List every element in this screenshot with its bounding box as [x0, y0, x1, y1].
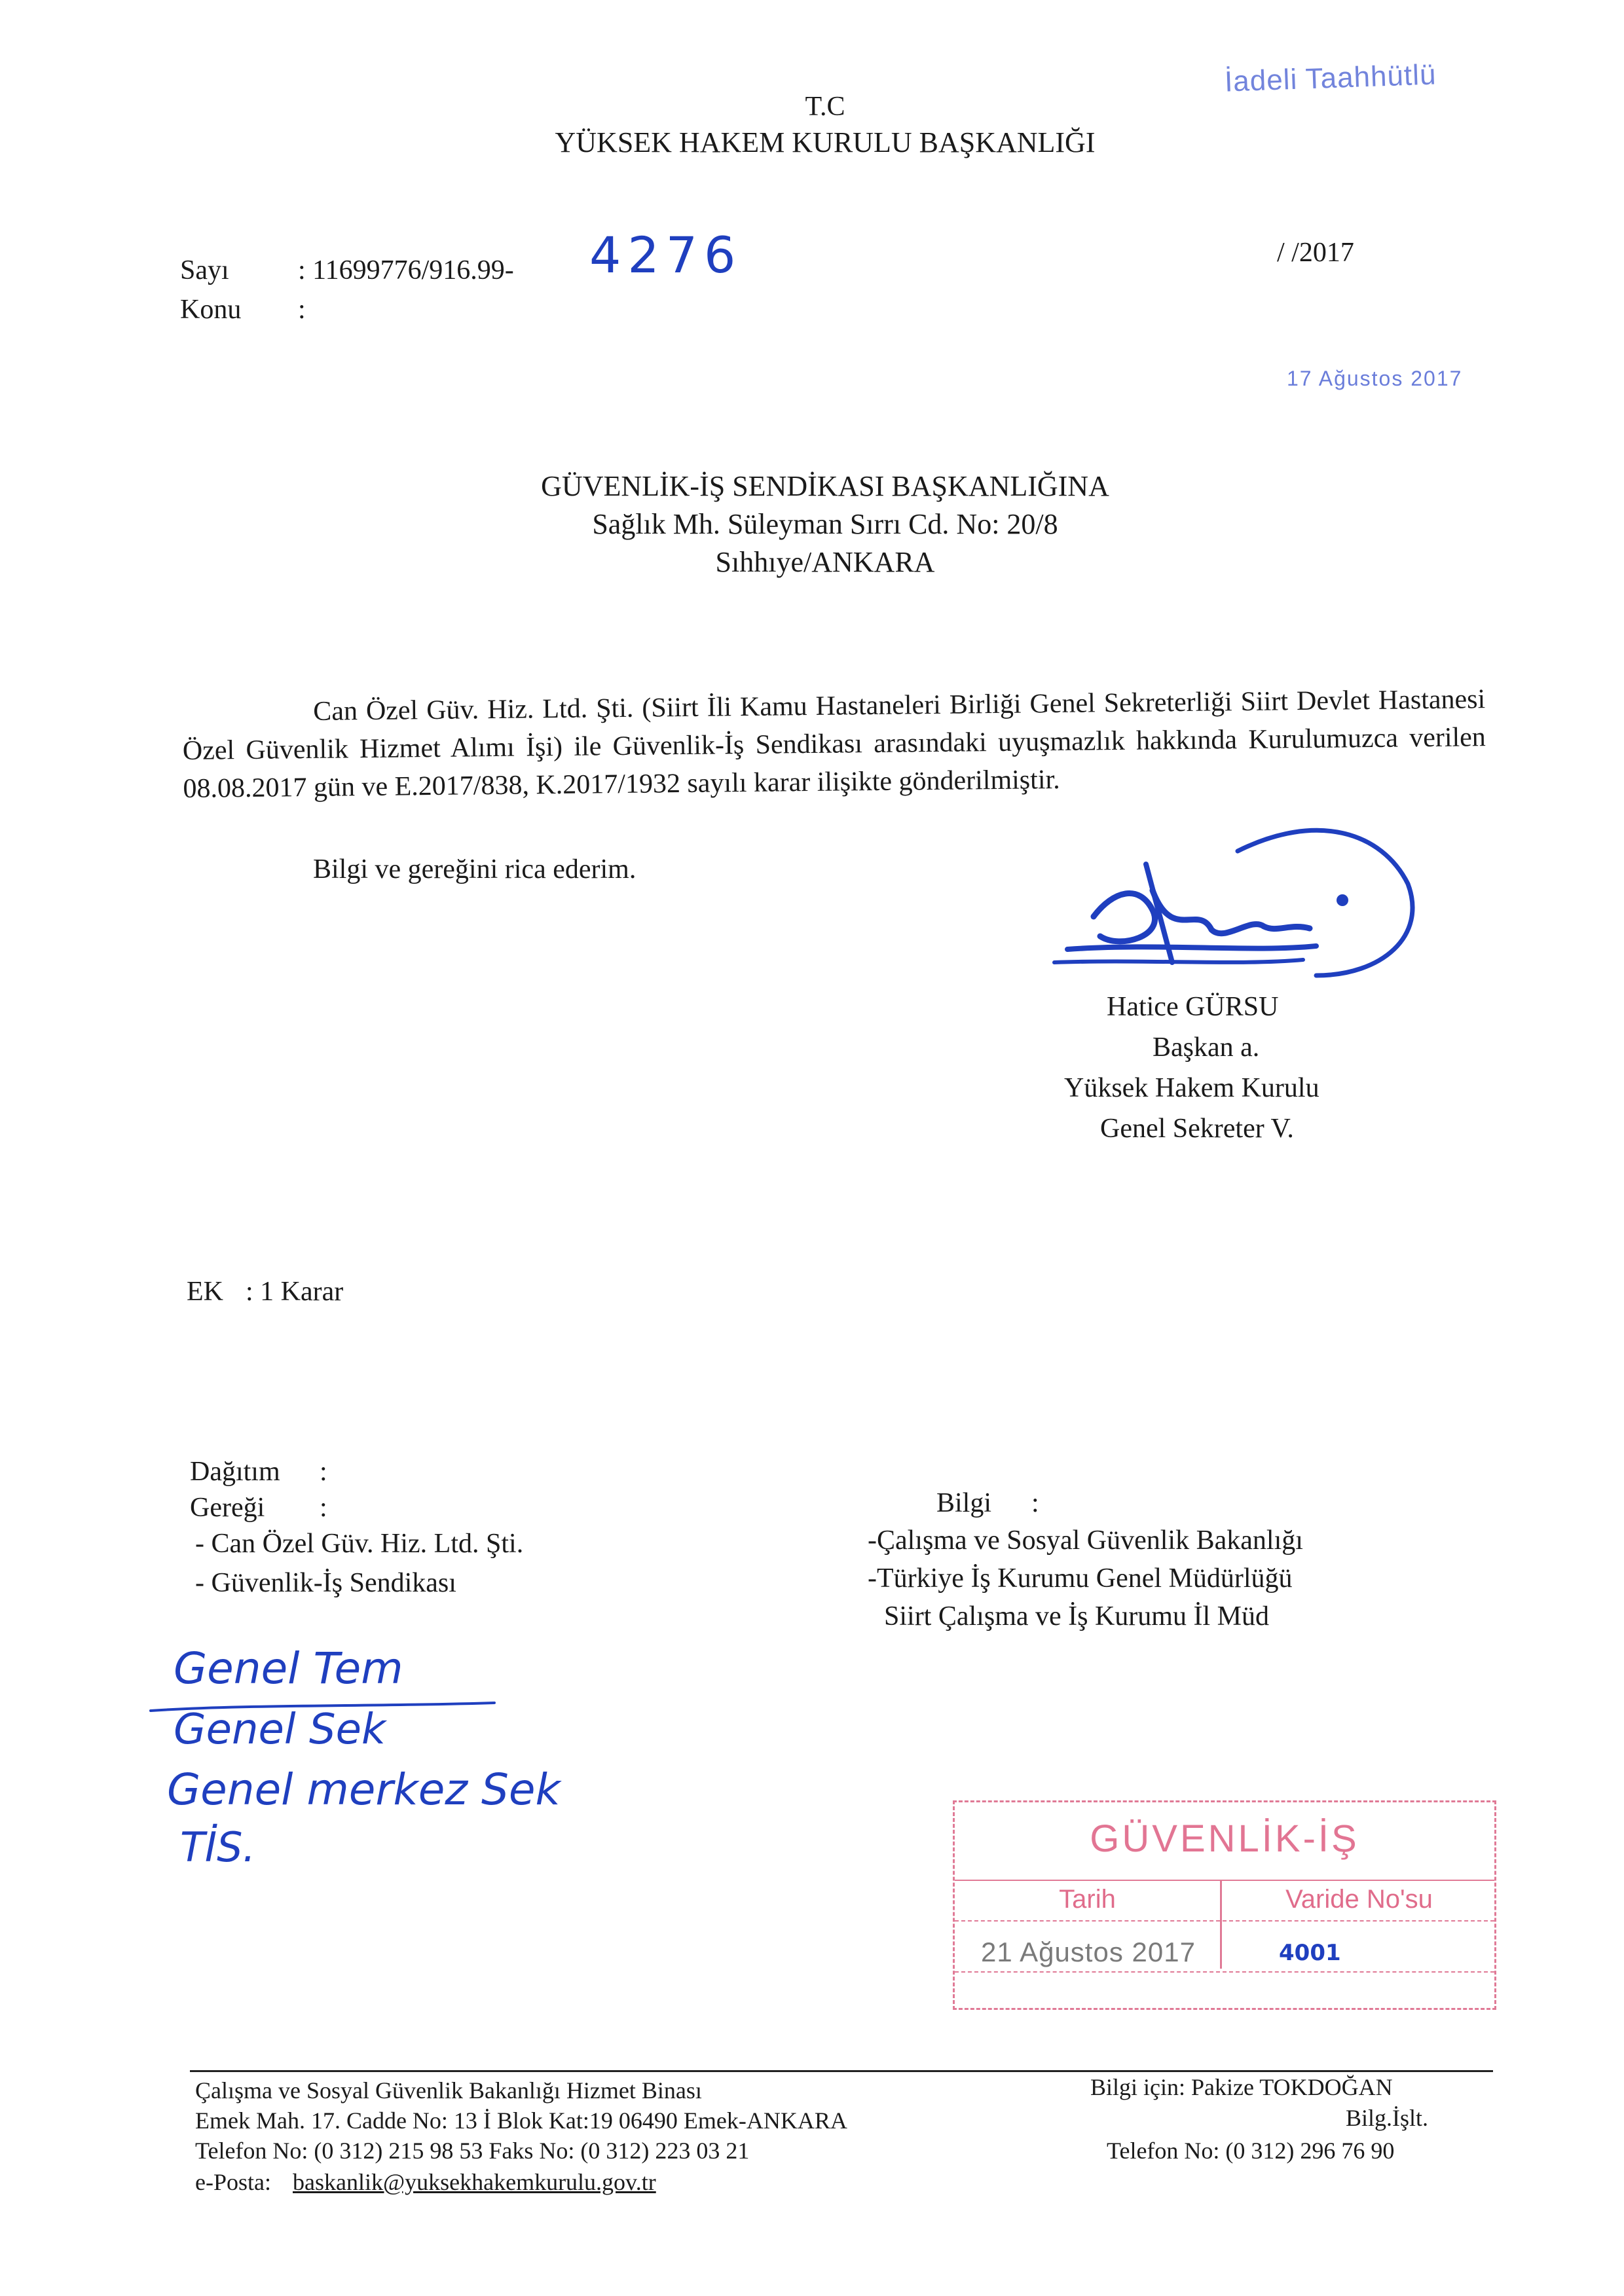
bilgi-item: -Türkiye İş Kurumu Genel Müdürlüğü	[868, 1563, 1293, 1594]
signatory-title2: Yüksek Hakem Kurulu	[1064, 1073, 1320, 1103]
footer-contact-title: Bilg.İşlt.	[1346, 2105, 1429, 2131]
geregi-colon: :	[320, 1493, 327, 1523]
bilgi-item: -Çalışma ve Sosyal Güvenlik Bakanlığı	[868, 1525, 1303, 1556]
geregi-label: Gereği	[190, 1493, 265, 1523]
footer-address2: Emek Mah. 17. Cadde No: 13 İ Blok Kat:19 06490 Emek-ANKARA	[195, 2107, 847, 2134]
footer-email-link[interactable]: baskanlik@yuksekhakemkurulu.gov.tr	[293, 2169, 656, 2195]
footer-phone: Telefon No: (0 312) 215 98 53 Faks No: (0 312) 223 03 21	[195, 2138, 750, 2164]
recipient-line2: Sağlık Mh. Süleyman Sırrı Cd. No: 20/8	[592, 508, 1058, 540]
body-paragraph: Can Özel Güv. Hiz. Ltd. Şti. (Siirt İli Kamu Hastaneleri Birliği Genel Sekreterliği Siirt Devlet Hastanesi Özel Güvenlik Hizmet Alımı İşi) ile Güvenlik-İş Sendikası arasındaki uyuşmazlık hakkında Kurulumuzca verilen 08.08.2017 gün ve E.2017/838, K.2017/1932 sayılı karar ilişikte gönderilmiştir.	[182, 684, 1486, 804]
attachment-value: : 1 Karar	[246, 1277, 344, 1307]
stamp-divider	[955, 1880, 1494, 1881]
bilgi-item: Siirt Çalışma ve İş Kurumu İl Müd	[884, 1601, 1269, 1631]
incoming-stamp	[953, 1800, 1496, 2010]
footer-address1: Çalışma ve Sosyal Güvenlik Bakanlığı Hizmet Binası	[195, 2077, 702, 2104]
varide-value: 4001	[1279, 1940, 1341, 1966]
signature-scribble	[1041, 812, 1434, 1008]
signatory-title1: Başkan a.	[1153, 1032, 1260, 1063]
handwritten-note: Genel Sek	[174, 1705, 386, 1754]
geregi-item: - Can Özel Güv. Hiz. Ltd. Şti.	[195, 1529, 524, 1559]
header-institution: YÜKSEK HAKEM KURULU BAŞKANLIĞI	[555, 126, 1096, 158]
received-date-stamp: 17 Ağustos 2017	[1287, 367, 1463, 390]
handwritten-note: TİS.	[180, 1823, 256, 1871]
sayi-value: : 11699776/916.99-	[298, 255, 514, 285]
sayi-label: Sayı	[180, 255, 229, 285]
signatory-title3: Genel Sekreter V.	[1100, 1114, 1294, 1144]
recipient-line3: Sıhhıye/ANKARA	[715, 546, 935, 578]
handwritten-note: Genel Tem	[174, 1643, 403, 1694]
stamp-bottom-divider	[955, 1971, 1494, 1973]
signatory-name: Hatice GÜRSU	[1107, 992, 1279, 1022]
registered-mail-stamp: İadeli Taahhütlü	[1224, 58, 1437, 98]
tarih-value: 21 Ağustos 2017	[981, 1937, 1196, 1967]
distribution-label: Dağıtım	[190, 1457, 280, 1487]
footer-contact-phone: Telefon No: (0 312) 296 76 90	[1107, 2138, 1395, 2164]
bilgi-label: Bilgi	[936, 1488, 992, 1518]
sayi-handwritten-number: 4276	[589, 226, 743, 284]
distribution-colon: :	[320, 1457, 327, 1487]
footer-contact: Bilgi için: Pakize TOKDOĞAN	[1090, 2074, 1393, 2100]
geregi-item: - Güvenlik-İş Sendikası	[195, 1568, 456, 1598]
header-tc: T.C	[805, 92, 845, 122]
recipient-line1: GÜVENLİK-İŞ SENDİKASI BAŞKANLIĞINA	[541, 470, 1109, 502]
stamp-header-divider	[955, 1920, 1494, 1922]
konu-value: :	[298, 295, 306, 325]
tarih-label: Tarih	[1059, 1885, 1116, 1914]
body-closing: Bilgi ve gereğini rica ederim.	[313, 854, 637, 884]
konu-label: Konu	[180, 295, 242, 325]
document-date: / /2017	[1277, 238, 1354, 268]
bilgi-colon: :	[1031, 1488, 1039, 1518]
varide-label: Varide No'su	[1285, 1885, 1433, 1914]
footer-email-label: e-Posta:	[195, 2169, 271, 2195]
handwritten-note: Genel merkez Sek	[167, 1764, 561, 1815]
attachment-label: EK	[187, 1277, 223, 1307]
incoming-stamp-title: GÜVENLİK-İŞ	[1090, 1817, 1359, 1860]
